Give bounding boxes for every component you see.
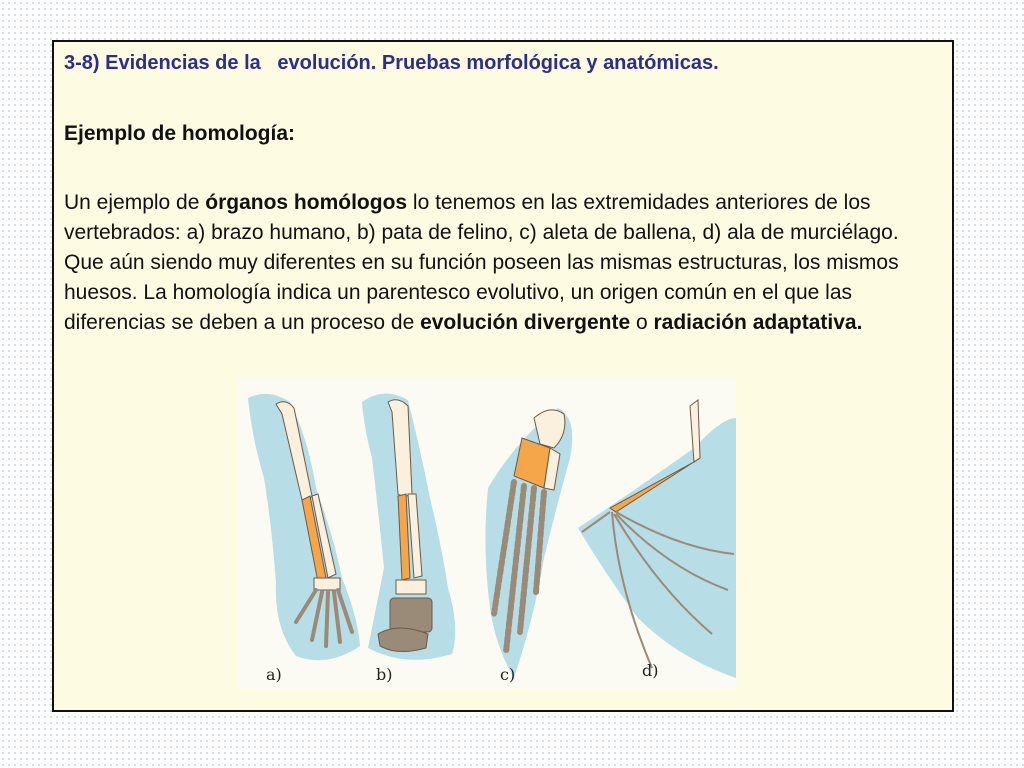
slide-frame <box>52 40 954 712</box>
whale-flipper-illustration <box>485 408 572 684</box>
body-paragraph <box>64 188 944 338</box>
bat-wing-illustration <box>578 400 736 680</box>
paragraph-text: Un ejemplo de <box>64 191 206 214</box>
panel-label-c: c) <box>500 665 516 684</box>
panel-label-d: d) <box>642 661 659 680</box>
paragraph-text: lo tenemos en las extremidades anteriores de los vertebrados: a) brazo humano, b) pata de felino, c) aleta de ballena, d) ala de murciélago. Que aún siendo muy diferentes en su función poseen las mismas estructuras, los mismos huesos. La homología indica un parentesco evolutivo, un origen común en el que las diferencias se deben a un proceso de <box>64 191 899 334</box>
bold-term: evolución divergente <box>420 311 631 334</box>
human-arm-illustration <box>248 394 360 684</box>
bold-term: radiación adaptativa. <box>653 311 863 334</box>
homology-limbs-figure <box>238 378 736 690</box>
bold-term: órganos homólogos <box>205 191 408 214</box>
feline-leg-illustration <box>362 393 455 684</box>
panel-label-a: a) <box>266 665 282 684</box>
section-heading: Ejemplo de homología: <box>64 122 296 145</box>
paragraph-text: o <box>630 311 654 334</box>
slide-title: 3-8) Evidencias de la evolución. Pruebas morfológica y anatómicas. <box>64 52 719 74</box>
panel-label-b: b) <box>376 665 393 684</box>
